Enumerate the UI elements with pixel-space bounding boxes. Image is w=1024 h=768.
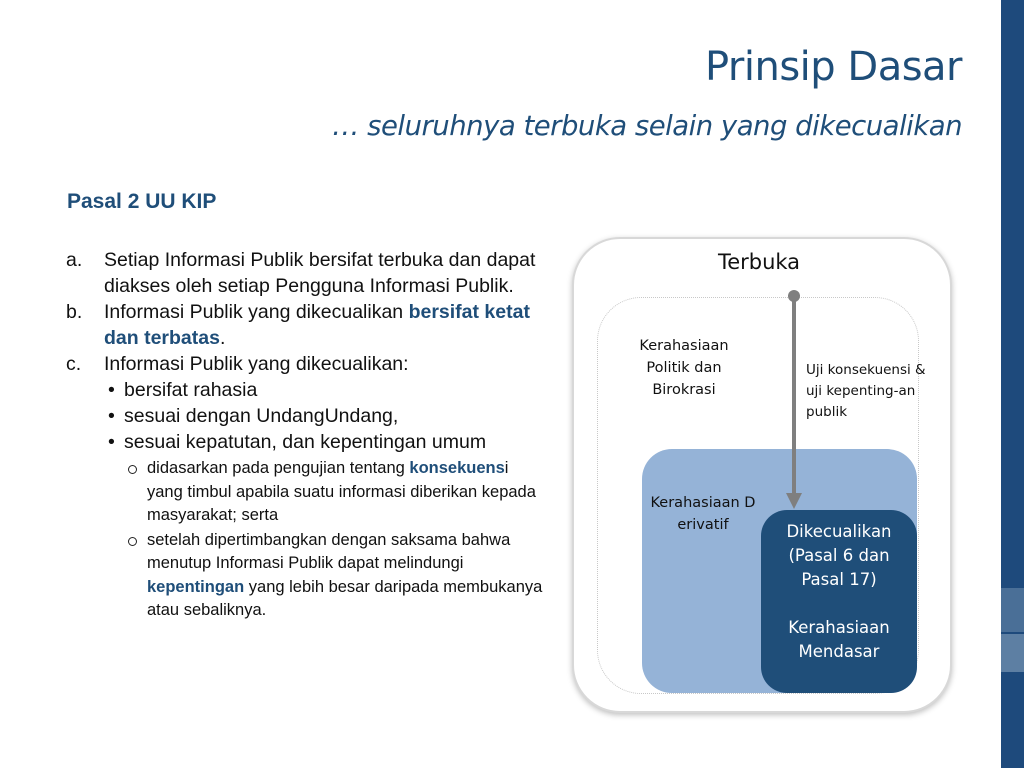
- sub-bullet-text: i yang timbul apabila suatu informasi diberikan kepada masyarakat; serta: [147, 459, 536, 524]
- sub-bullet-list: [124, 457, 546, 623]
- list-item-text: Informasi Publik yang dikecualikan: [104, 301, 409, 323]
- bullet-text: sesuai kepatutan, dan kepentingan umum: [124, 431, 487, 453]
- bullet-item: [104, 403, 546, 429]
- public-interest-test-label: Uji konsekuensi & uji kepenting-an publik: [806, 362, 926, 420]
- side-accent-bar: [1001, 0, 1024, 768]
- hollow-circle-icon: [128, 465, 137, 474]
- bullet-item: [104, 377, 546, 403]
- derivative-secrecy-label: Kerahasiaan Derivatif: [650, 495, 756, 533]
- core-text-line: Mendasar: [798, 642, 880, 661]
- highlight-text: bersifat ketat dan terbatas: [104, 301, 530, 349]
- core-text-line: Pasal 17): [801, 570, 877, 589]
- list-item-b: [66, 299, 546, 351]
- list-item-text: Informasi Publik yang dikecualikan:: [104, 353, 409, 375]
- bullet-dot-icon: •: [108, 379, 115, 401]
- core-text-line: Kerahasiaan: [788, 618, 890, 637]
- highlight-text: konsekuens: [409, 459, 505, 477]
- core-text-line: (Pasal 6 dan: [788, 546, 890, 565]
- slide-subtitle: … seluruhnya terbuka selain yang dikecualikan: [331, 110, 962, 142]
- list-item-a: [66, 247, 546, 299]
- list-marker: a.: [66, 249, 83, 271]
- core-spacer: [761, 592, 917, 616]
- open-label: Terbuka: [717, 250, 801, 274]
- exempted-core-box: [761, 510, 917, 693]
- list-item-text: Setiap Informasi Publik bersifat terbuka dan dapat diakses oleh setiap Pengguna Informasi Publik.: [104, 249, 536, 297]
- list-marker: b.: [66, 301, 83, 323]
- list-item-c: [66, 351, 546, 623]
- sub-bullet-item: [124, 529, 546, 623]
- bullet-dot-icon: •: [108, 405, 115, 427]
- highlight-text: kepentingan: [147, 577, 245, 596]
- section-heading: Pasal 2 UU KIP: [67, 190, 217, 213]
- bullet-text: sesuai dengan UndangUndang,: [124, 405, 399, 427]
- bullet-list: [104, 377, 546, 623]
- bullet-item: [104, 429, 546, 623]
- sub-bullet-text: didasarkan pada pengujian tentang: [147, 459, 410, 477]
- hollow-circle-icon: [128, 537, 137, 546]
- side-accent-segment: [1001, 588, 1024, 632]
- list-marker: c.: [66, 353, 82, 375]
- political-secrecy-label: Kerahasiaan Politik dan Birokrasi: [639, 338, 729, 398]
- sub-bullet-text: setelah dipertimbangkan dengan saksama bahwa menutup Informasi Publik dapat melindungi: [147, 530, 511, 572]
- core-text-line: Dikecualikan: [786, 522, 892, 541]
- bullet-text: bersifat rahasia: [124, 379, 258, 401]
- sub-bullet-text: yang lebih besar daripada membukanya atau sebaliknya.: [147, 577, 543, 619]
- slide-title: Prinsip Dasar: [705, 44, 962, 90]
- side-accent-segment: [1001, 634, 1024, 672]
- sub-bullet-item: [124, 457, 546, 528]
- bullet-dot-icon: •: [108, 431, 115, 453]
- article-list: [66, 247, 546, 624]
- list-item-text: .: [219, 327, 226, 349]
